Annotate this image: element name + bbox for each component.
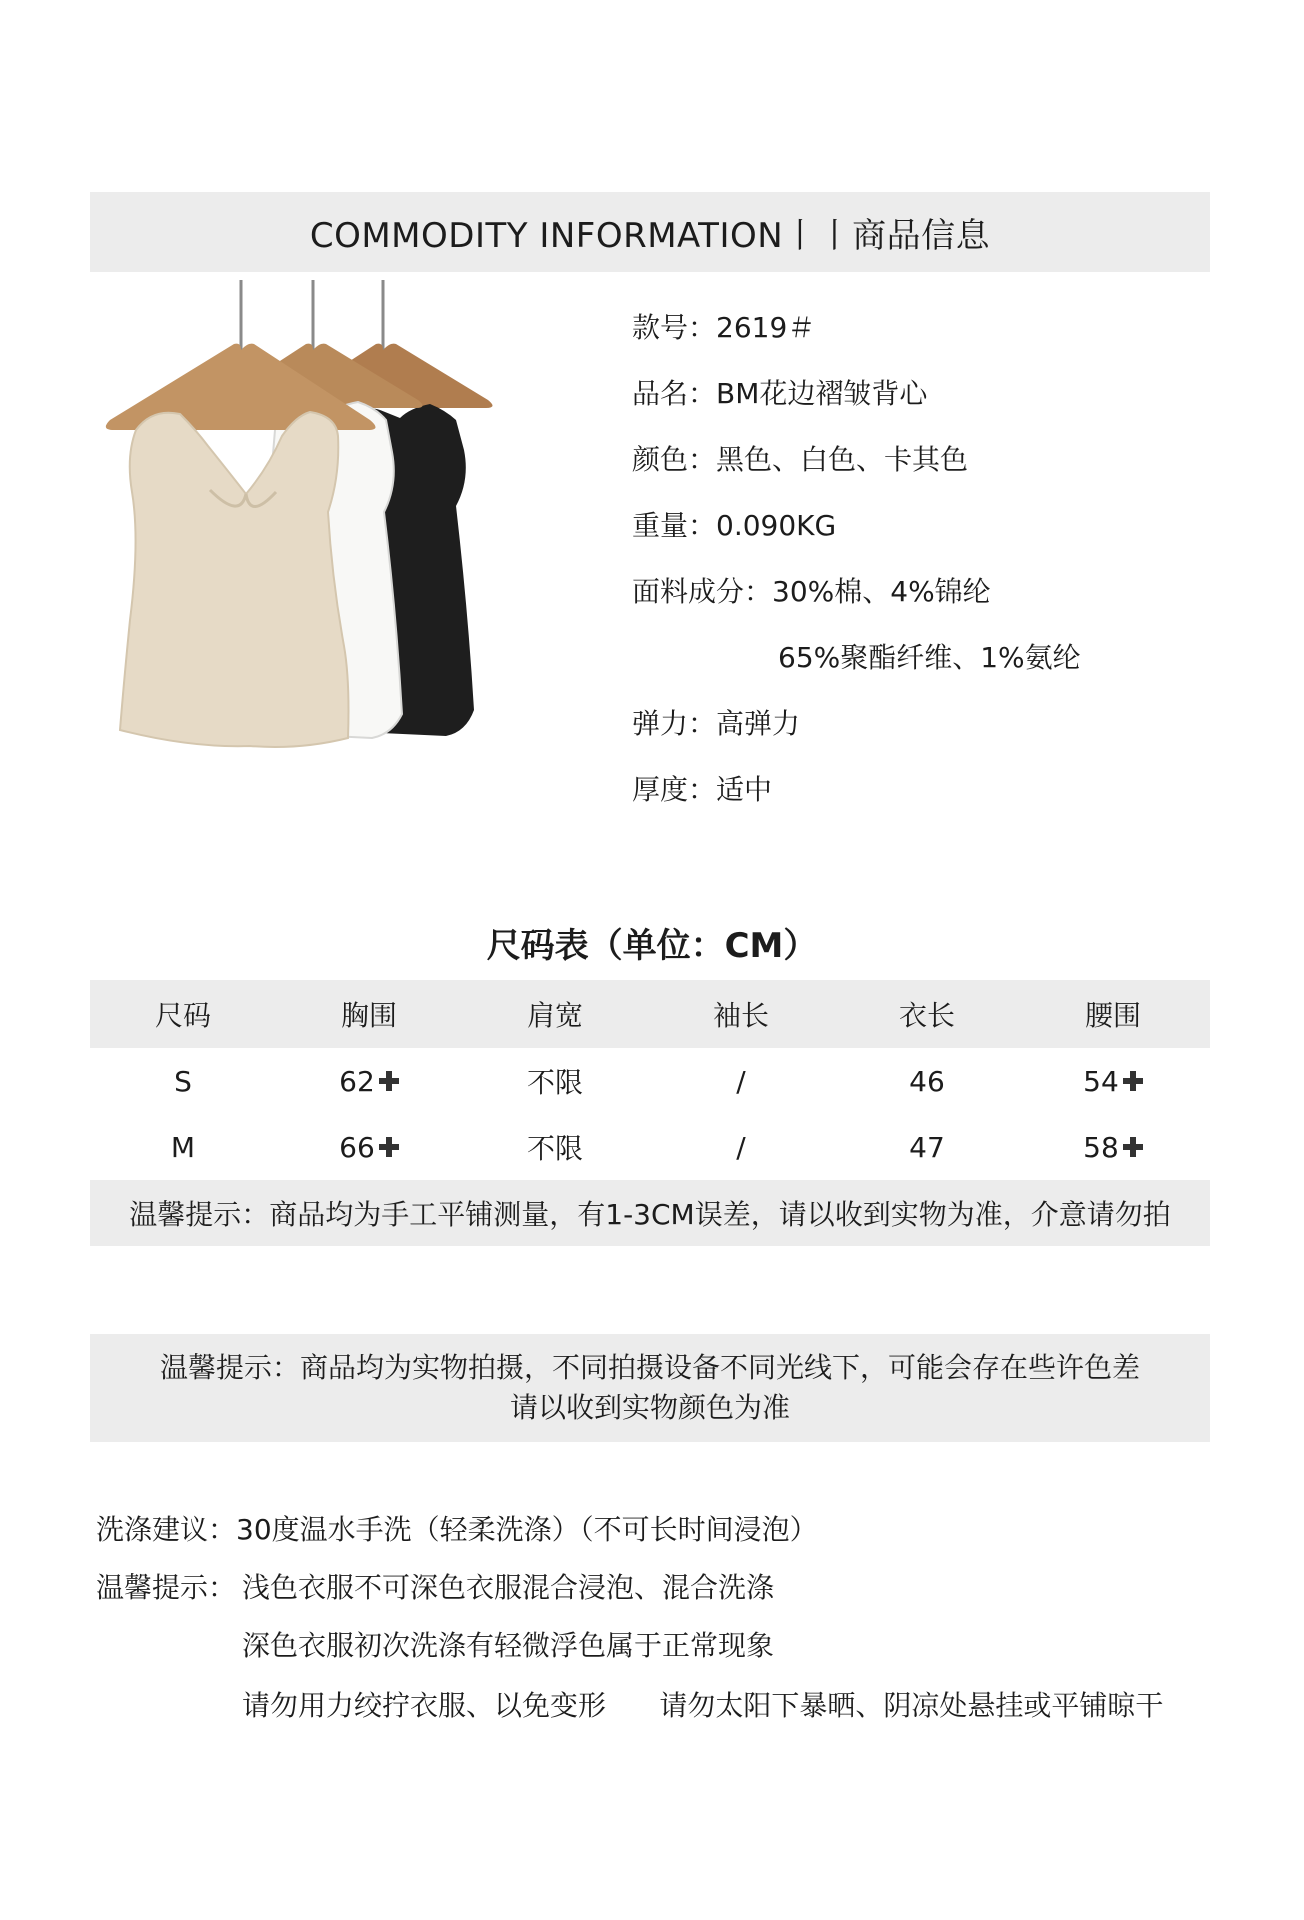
info-colors: 颜色：黑色、白色、卡其色 [632,443,969,476]
wash-advice: 洗涤建议：30度温水手洗（轻柔洗涤）（不可长时间浸泡） [96,1513,818,1546]
care-tip-line-3: 请勿用力绞拧衣服、以免变形 请勿太阳下暴晒、阴凉处悬挂或平铺晾干 [242,1689,1164,1722]
plus-icon [1123,1137,1143,1157]
cell-waist: 58 [1020,1114,1206,1180]
care-tip-line-1: 浅色衣服不可深色衣服混合浸泡、混合洗涤 [242,1571,775,1604]
care-tip-line-3-row [96,1686,1246,1726]
info-fabric-continued: 65%聚酯纤维、1%氨纶 [778,641,1081,674]
size-chart-title: 尺码表（单位：CM） [486,926,818,966]
header-chest: 胸围 [340,999,397,1032]
header-shoulder: 肩宽 [526,999,583,1032]
cell-size: M [170,1130,196,1164]
color-tip [90,1334,1210,1442]
plus-icon [379,1071,399,1091]
color-tip-line-1: 温馨提示：商品均为实物拍摄，不同拍摄设备不同光线下，可能会存在些许色差 [159,1351,1140,1384]
cell-sleeve: / [736,1130,746,1164]
product-photo [100,280,540,760]
table-row [90,1114,1210,1180]
cell-sleeve: / [736,1064,746,1098]
header-sleeve: 袖长 [712,999,769,1032]
title-band [90,192,1210,272]
info-elasticity: 弹力：高弹力 [632,707,801,740]
header-length: 衣长 [898,999,955,1032]
cell-shoulder: 不限 [526,1132,583,1165]
info-fabric: 面料成分：30%棉、4%锦纶 [632,575,991,608]
color-tip-line-2: 请以收到实物颜色为准 [509,1391,790,1424]
plus-icon [379,1137,399,1157]
care-tip: 温馨提示： 浅色衣服不可深色衣服混合浸泡、混合洗涤 [96,1568,1246,1608]
cell-length: 46 [909,1064,945,1098]
cell-chest: 62 [276,1048,462,1114]
care-tip-line-2: 深色衣服初次洗涤有轻微浮色属于正常现象 [242,1629,775,1662]
plus-icon [1123,1071,1143,1091]
header-waist: 腰围 [1084,999,1141,1032]
cell-size: S [174,1064,192,1098]
cell-length: 47 [909,1130,945,1164]
info-product-name: 品名：BM花边褶皱背心 [632,377,928,410]
cell-waist: 54 [1020,1048,1206,1114]
measurement-tip: 温馨提示：商品均为手工平铺测量，有1-3CM误差，请以收到实物为准，介意请勿拍 [90,1180,1210,1246]
page-title: COMMODITY INFORMATION丨丨商品信息 [309,215,991,256]
header-size: 尺码 [154,999,211,1032]
khaki-top [120,412,349,747]
info-thickness: 厚度：适中 [632,773,773,806]
size-chart-header [90,980,1210,1048]
table-row [90,1048,1210,1114]
care-tip-line-2-row [96,1626,1246,1666]
info-weight: 重量：0.090KG [632,509,837,542]
cell-shoulder: 不限 [526,1066,583,1099]
hanger-hooks [241,280,383,350]
cell-chest: 66 [276,1114,462,1180]
info-style-number: 款号：2619＃ [632,311,816,344]
